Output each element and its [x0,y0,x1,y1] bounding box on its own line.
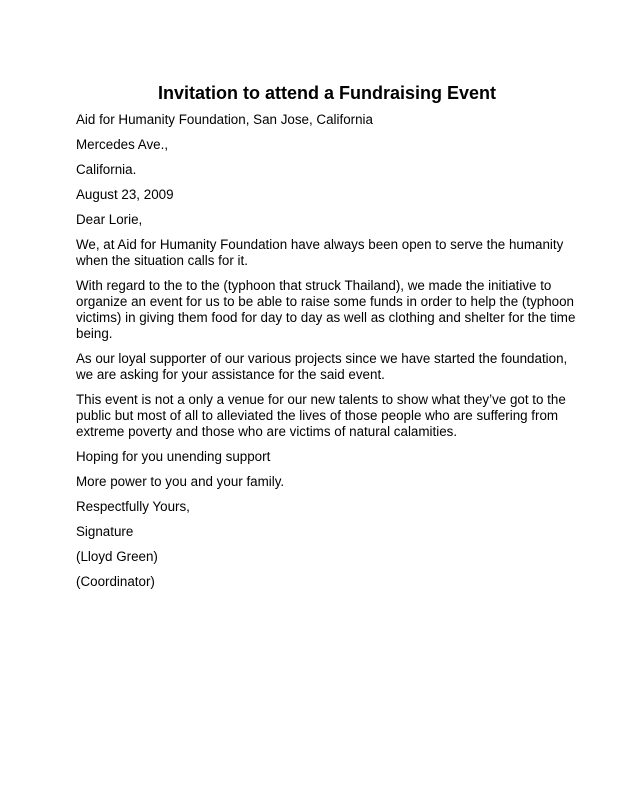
signature-placeholder: Signature [76,524,134,539]
paragraph-regard: With regard to the to the (typhoon that struck Thailand), we made the initiative to organize an event for us to be able to raise some funds in order to help the (typhoon victims) in giving them food for day to day as well as clothing and shelter for the time being. [76,278,576,341]
signer-name: (Lloyd Green) [76,549,158,564]
paragraph-request: As our loyal supporter of our various projects since we have started the foundation, we are asking for your assistance for the said event. [76,351,568,382]
signer-role: (Coordinator) [76,574,155,589]
valediction: Respectfully Yours, [76,499,190,514]
sender-organization: Aid for Humanity Foundation, San Jose, California [76,112,373,127]
closing-wish: More power to you and your family. [76,474,285,489]
sender-state: California. [76,162,137,177]
letter-body [76,112,576,599]
letter-date: August 23, 2009 [76,187,174,202]
paragraph-intro: We, at Aid for Humanity Foundation have always been open to serve the humanity when the situation calls for it. [76,237,564,268]
document-title: Invitation to attend a Fundraising Event [157,83,497,103]
paragraph-event: This event is not a only a venue for our new talents to show what they’ve got to the public but most of all to alleviated the lives of those people who are suffering from extreme poverty and those who are victims of natural calamities. [76,392,566,439]
sender-street: Mercedes Ave., [76,137,169,152]
salutation: Dear Lorie, [76,212,143,227]
closing-hope: Hoping for you unending support [76,449,271,464]
